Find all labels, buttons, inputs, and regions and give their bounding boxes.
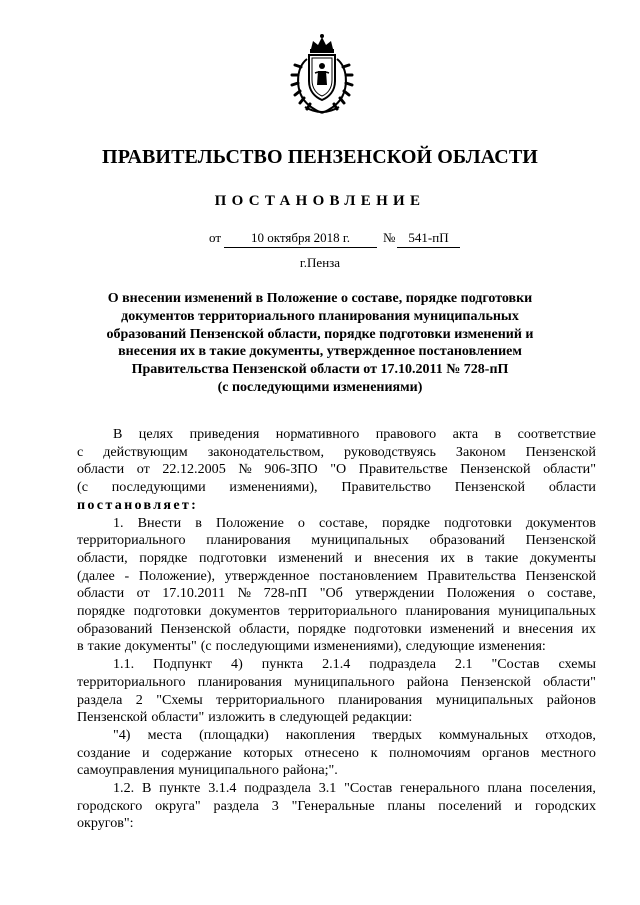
document-body bbox=[77, 426, 596, 833]
body-line: территориального планирования муниципальных образований Пензенской bbox=[77, 532, 596, 549]
body-line: области от 22.12.2005 № 906-ЗПО "О Правительстве Пензенской области" bbox=[77, 461, 596, 478]
body-line: (далее - Положение), утвержденное постановлением Правительства Пензенской bbox=[77, 567, 596, 584]
document-date: 10 октября 2018 г. bbox=[224, 230, 377, 248]
body-line: порядке подготовки документов территориального планирования муниципальных bbox=[77, 603, 596, 620]
body-line: Пензенской области" изложить в следующей редакции: bbox=[77, 709, 413, 726]
document-number: 541-пП bbox=[397, 230, 460, 248]
body-line: городского округа" раздела 3 "Генеральные планы поселений и городских bbox=[77, 797, 596, 814]
title-line: Правительства Пензенской области от 17.10.2011 № 728-пП bbox=[131, 362, 509, 378]
body-line: территориального планирования муниципального района Пензенской области" bbox=[77, 673, 596, 690]
title-line: внесения их в такие документы, утвержденное постановлением bbox=[118, 344, 522, 360]
body-line: в такие документы" (с последующими изменениями), следующие изменения: bbox=[77, 638, 546, 655]
body-line: 1.2. В пункте 3.1.4 подраздела 3.1 "Состав генерального плана поселения, bbox=[113, 780, 596, 797]
body-line: области от 17.10.2011 № 728-пП "Об утверждении Положения о составе, bbox=[77, 585, 596, 602]
title-line: образований Пензенской области, порядке подготовки изменений и bbox=[106, 326, 534, 342]
body-line bbox=[77, 497, 596, 515]
title-line: документов территориального планирования муниципальных bbox=[121, 308, 519, 324]
body-line: образований Пензенской области, порядке подготовки изменений и внесения их bbox=[77, 620, 596, 637]
body-line: области, порядке подготовки изменений и внесения их в такие документы bbox=[77, 549, 596, 566]
date-prefix: от bbox=[209, 230, 222, 245]
title-line: (с последующими изменениями) bbox=[217, 379, 423, 395]
coat-of-arms-emblem bbox=[289, 33, 355, 117]
body-line: "4) места (площадки) накопления твердых коммунальных отходов, bbox=[113, 726, 596, 743]
body-line: (с последующими изменениями), Правительство Пензенской области bbox=[77, 479, 596, 496]
body-line: 1. Внести в Положение о составе, порядке подготовки документов bbox=[113, 514, 596, 531]
document-title bbox=[90, 290, 550, 397]
resolution-keyword: постановляет: bbox=[77, 496, 199, 513]
body-line: округов": bbox=[77, 815, 134, 832]
body-line: самоуправления муниципального района;". bbox=[77, 762, 338, 779]
body-line: создание и содержание которых отнесено к полномочиям органов местного bbox=[77, 744, 596, 761]
number-prefix: № bbox=[383, 230, 396, 245]
body-line: раздела 2 "Схемы территориального планирования муниципальных районов bbox=[77, 691, 596, 708]
body-line: с действующим законодательством, руководствуясь Законом Пензенской bbox=[77, 443, 596, 460]
body-line: 1.1. Подпункт 4) пункта 2.1.4 подраздела 2.1 "Состав схемы bbox=[113, 656, 596, 673]
title-line: О внесении изменений в Положение о составе, порядке подготовки bbox=[107, 291, 533, 306]
document-type: ПОСТАНОВЛЕНИЕ bbox=[214, 193, 426, 209]
body-line: В целях приведения нормативного правового акта в соответствие bbox=[113, 426, 596, 442]
city-name: г.Пенза bbox=[299, 255, 341, 270]
organization-name: ПРАВИТЕЛЬСТВО ПЕНЗЕНСКОЙ ОБЛАСТИ bbox=[102, 146, 538, 168]
